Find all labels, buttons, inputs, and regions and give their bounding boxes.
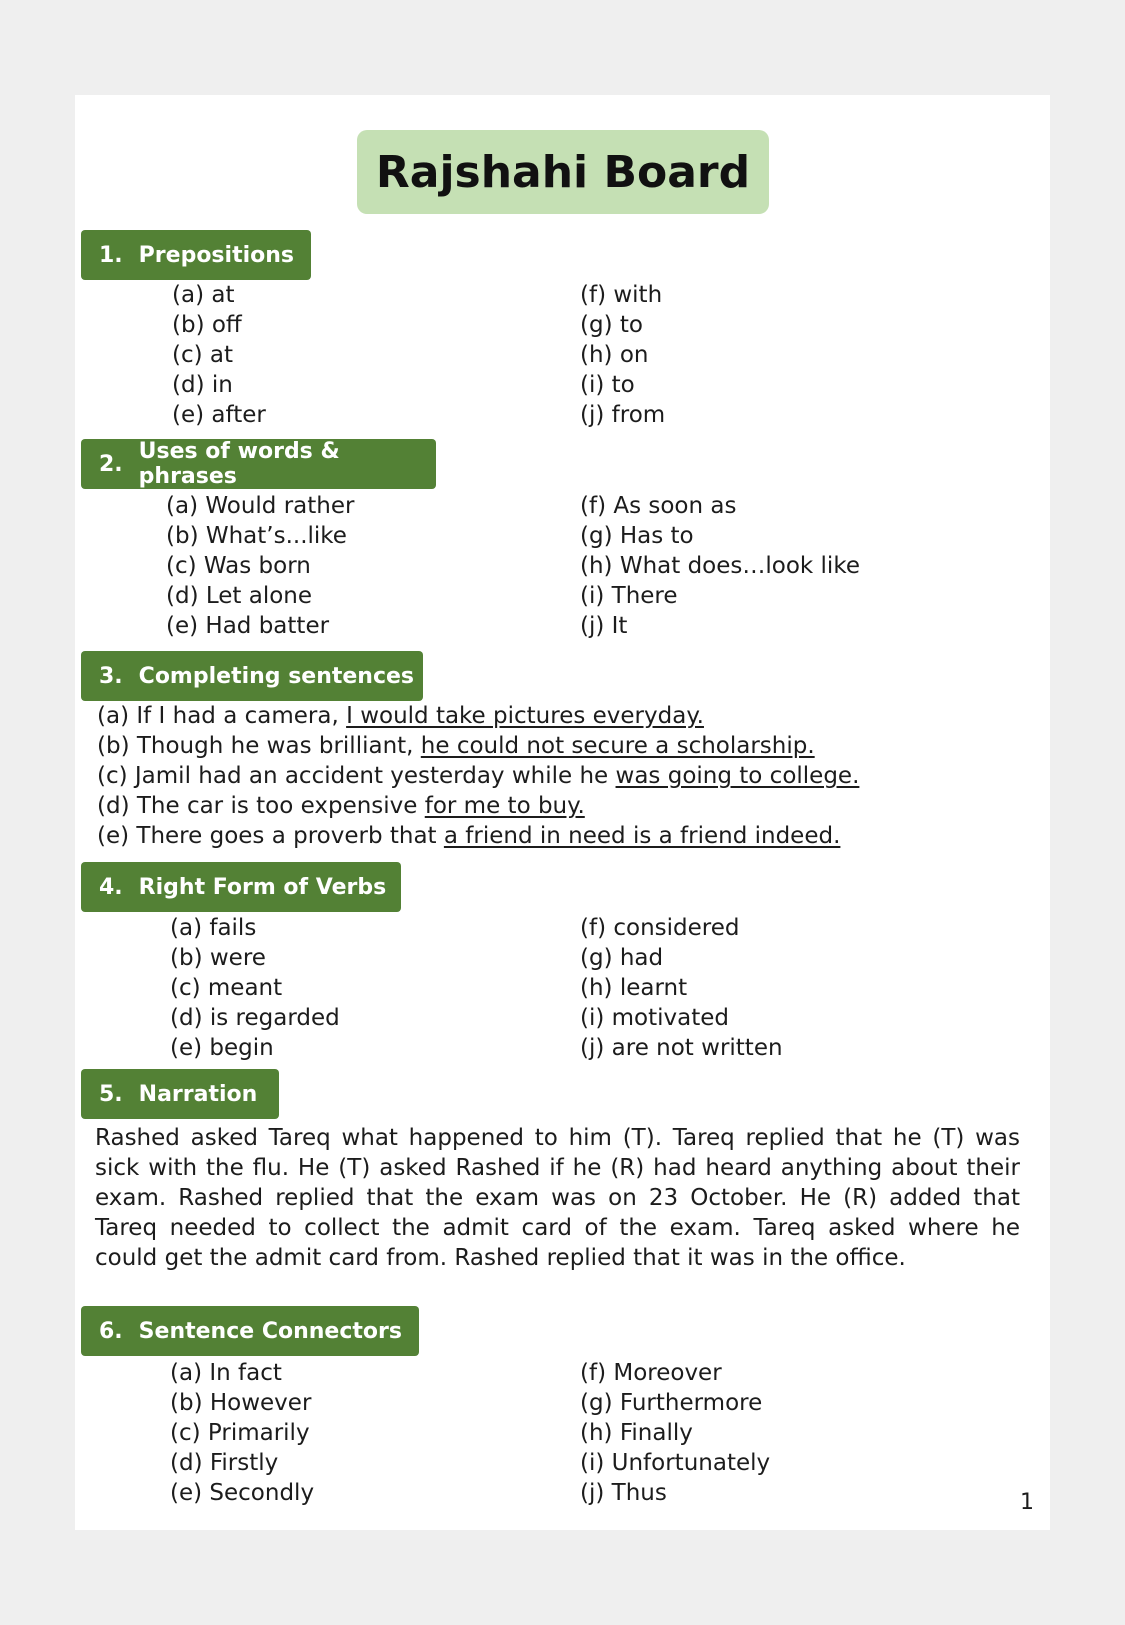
sentence-item — [97, 791, 859, 821]
section-heading-narration — [81, 1069, 279, 1119]
section-number: 5. — [99, 1081, 123, 1107]
sentence-answer: was going to college. — [615, 763, 860, 789]
answer-item: (g) Furthermore — [580, 1390, 763, 1416]
sentence-item — [97, 701, 859, 731]
section-title: Completing sentences — [138, 663, 415, 689]
sentence-prefix: (d) The car is too expensive — [97, 793, 425, 819]
sentence-list — [97, 701, 859, 851]
answer-item: (h) Finally — [580, 1420, 693, 1446]
answer-item: (b) off — [172, 312, 242, 338]
answer-item: (j) It — [580, 613, 628, 639]
answer-item: (h) learnt — [580, 975, 688, 1001]
narration-paragraph: Rashed asked Tareq what happened to him (T). Tareq replied that he (T) was sick with the flu. He (T) asked Rashed if he (R) had heard anything about their exam. Rashed replied that the exam was on 23 October. He (R) added that Tareq needed to collect the admit card of the exam. Tareq asked where he could get the admit card from. Rashed replied that it was in the office. — [95, 1125, 1020, 1271]
section-title: Right Form of Verbs — [138, 874, 387, 900]
document-page — [75, 95, 1050, 1530]
answer-item: (c) Primarily — [170, 1420, 310, 1446]
section-number: 1. — [99, 242, 123, 268]
answers-right-column — [580, 913, 783, 1063]
sentence-item — [97, 761, 859, 791]
section-title: Narration — [138, 1081, 258, 1107]
section-title: Sentence Connectors — [138, 1318, 402, 1344]
sentence-answer: I would take pictures everyday. — [346, 703, 704, 729]
section-number: 3. — [99, 663, 123, 689]
answer-item: (a) Would rather — [166, 493, 355, 519]
answer-item: (i) Unfortunately — [580, 1450, 771, 1476]
section-heading-prepositions — [81, 230, 311, 280]
answer-item: (j) are not written — [580, 1035, 783, 1061]
answer-item: (j) from — [580, 402, 666, 428]
sentence-item — [97, 821, 859, 851]
answers-left-column — [170, 913, 340, 1063]
sentence-prefix: (a) If I had a camera, — [97, 703, 347, 729]
answer-item: (g) to — [580, 312, 643, 338]
answer-item: (d) in — [172, 372, 233, 398]
sentence-answer: a friend in need is a friend indeed. — [443, 823, 841, 849]
answer-item: (i) There — [580, 583, 678, 609]
answer-item: (i) to — [580, 372, 635, 398]
section-title: Prepositions — [138, 242, 294, 268]
answer-item: (b) However — [170, 1390, 312, 1416]
sentence-answer: he could not secure a scholarship. — [420, 733, 815, 759]
answers-right-column — [580, 280, 665, 430]
section-heading-right-form-of-verbs — [81, 862, 401, 912]
section-title: Uses of words & phrases — [138, 439, 340, 489]
answer-item: (e) Had batter — [166, 613, 330, 639]
section-number: 6. — [99, 1318, 123, 1344]
answer-item: (e) after — [172, 402, 266, 428]
answer-item: (d) Firstly — [170, 1450, 279, 1476]
answers-left-column — [170, 1358, 314, 1508]
sentence-answer: for me to buy. — [424, 793, 585, 819]
section-number: 2. — [99, 451, 123, 477]
answer-item: (b) were — [170, 945, 266, 971]
section-number: 4. — [99, 874, 123, 900]
answer-item: (b) What’s...like — [166, 523, 347, 549]
answers-right-column — [580, 1358, 770, 1508]
answers-left-column — [172, 280, 266, 430]
answer-item: (f) Moreover — [580, 1360, 722, 1386]
sentence-prefix: (e) There goes a proverb that — [97, 823, 444, 849]
answer-item: (i) motivated — [580, 1005, 730, 1031]
sentence-item — [97, 731, 859, 761]
answer-item: (d) is regarded — [170, 1005, 340, 1031]
page-title: Rajshahi Board — [357, 130, 769, 214]
answer-item: (d) Let alone — [166, 583, 313, 609]
answer-item: (a) at — [172, 282, 235, 308]
sentence-prefix: (b) Though he was brilliant, — [97, 733, 421, 759]
answer-item: (h) What does…look like — [580, 553, 860, 579]
answer-item: (a) fails — [170, 915, 257, 941]
answer-item: (g) Has to — [580, 523, 694, 549]
answer-item: (f) with — [580, 282, 663, 308]
answer-item: (c) at — [172, 342, 234, 368]
section-heading-sentence-connectors — [81, 1306, 419, 1356]
answer-item: (f) As soon as — [580, 493, 737, 519]
answer-item: (c) Was born — [166, 553, 311, 579]
section-heading-uses-of-words — [81, 439, 436, 489]
answer-item: (j) Thus — [580, 1480, 667, 1506]
answers-left-column — [166, 491, 354, 641]
answer-item: (a) In fact — [170, 1360, 282, 1386]
answer-item: (f) considered — [580, 915, 740, 941]
sentence-prefix: (c) Jamil had an accident yesterday while he — [97, 763, 616, 789]
answer-item: (g) had — [580, 945, 664, 971]
answer-item: (e) begin — [170, 1035, 274, 1061]
page-number: 1 — [1020, 1490, 1034, 1515]
answer-item: (c) meant — [170, 975, 283, 1001]
answer-item: (h) on — [580, 342, 649, 368]
answers-right-column — [580, 491, 860, 641]
answer-item: (e) Secondly — [170, 1480, 315, 1506]
section-heading-completing-sentences — [81, 651, 423, 701]
